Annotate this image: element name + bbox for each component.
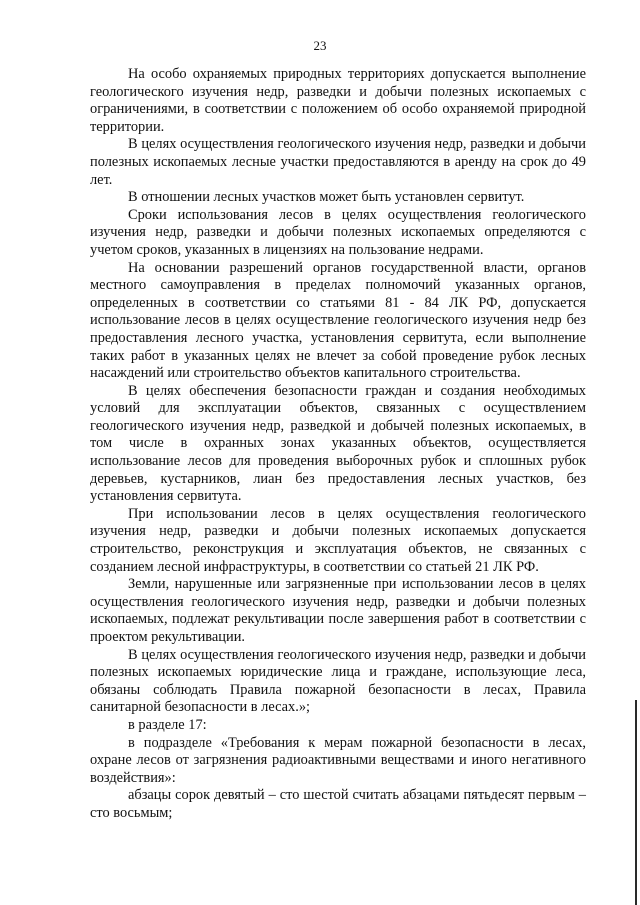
page-number: 23: [313, 38, 327, 53]
paragraph-usage-terms: Сроки использования лесов в целях осуществления геологического изучения недр, разведки и добычи полезных ископаемых определяются с учетом сроков, указанных в лицензиях на пользование недрами.: [90, 206, 586, 258]
paragraph-renumbering: абзацы сорок девятый – сто шестой считать абзацами пятьдесят первым – сто восьмым;: [90, 787, 586, 821]
paragraph-subsection: в подразделе «Требования к мерам пожарной безопасности в лесах, охране лесов от загрязнения радиоактивными веществами и иного негативного воздействия»:: [90, 734, 586, 786]
paragraph-section-17: в разделе 17:: [128, 716, 207, 733]
paragraph-construction: При использовании лесов в целях осуществления геологического изучения недр, разведки и добычи полезных ископаемых допускается строительство, реконструкция и эксплуатация объектов, не связанных с созданием лесной инфраструктуры, в соответствии со статьей 21 ЛК РФ.: [90, 505, 586, 575]
document-body: [90, 66, 586, 823]
paragraph-servitude: В отношении лесных участков может быть установлен сервитут.: [128, 189, 525, 206]
paragraph-fire-rules: В целях осуществления геологического изучения недр, разведки и добычи полезных ископаемых юридические лица и граждане, использующие леса, обязаны соблюдать Правила пожарной безопасности в лесах, Правила санитарной безопасности в лесах.»;: [90, 646, 586, 716]
scan-edge-line: [635, 700, 637, 905]
paragraph-safety: В целях обеспечения безопасности граждан и создания необходимых условий для эксплуатации объектов, связанных с осуществлением геологического изучения недр, разведкой и добычей полезных ископаемых, в том числе в охранных зонах указанных объектов, осуществляется использование лесов для проведения выборочных рубок и сплошных рубок деревьев, кустарников, лиан без предоставления лесных участков, без установления сервитута.: [90, 382, 586, 505]
paragraph-protected-territories: На особо охраняемых природных территориях допускается выполнение геологического изучения недр, разведки и добычи полезных ископаемых с ограничениями, в соответствии с положением об особо охраняемой природной территории.: [90, 66, 586, 135]
paragraph-permits: На основании разрешений органов государственной власти, органов местного самоуправления в пределах полномочий указанных органов, определенных в соответствии со статьями 81 - 84 ЛК РФ, допускается использование лесов в целях осуществление геологического изучения недр без предоставления лесного участка, установления сервитута, если выполнение таких работ в указанных целях не влечет за собой проведение рубок лесных насаждений или строительство объектов капитального строительства.: [90, 259, 586, 382]
paragraph-lease-term: В целях осуществления геологического изучения недр, разведки и добычи полезных ископаемых лесные участки предоставляются в аренду на срок до 49 лет.: [90, 136, 586, 188]
paragraph-recultivation: Земли, нарушенные или загрязненные при использовании лесов в целях осуществления геологического изучения недр, разведки и добычи полезных ископаемых, подлежат рекультивации после завершения работ в соответствии с проектом рекультивации.: [90, 576, 586, 645]
